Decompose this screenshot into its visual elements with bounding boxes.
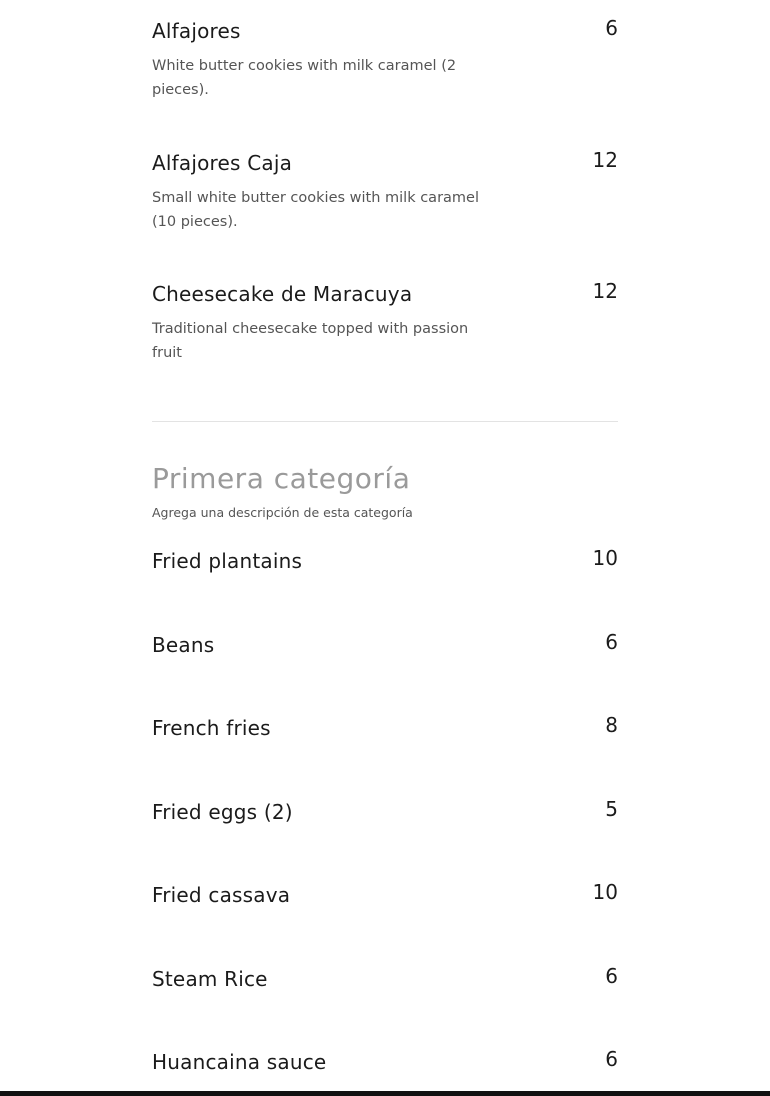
menu-item-price: 10 — [592, 880, 618, 904]
menu-item-price: 12 — [592, 279, 618, 303]
menu-item-price: 6 — [605, 964, 618, 988]
menu-item-price: 6 — [605, 630, 618, 654]
menu-item-name: Fried cassava — [152, 883, 291, 907]
menu-item-name: Alfajores Caja — [152, 151, 293, 175]
menu-item[interactable] — [152, 18, 618, 102]
bottom-border — [0, 1091, 770, 1096]
menu-item-description: Small white butter cookies with milk caramel (10 pieces). — [152, 190, 479, 230]
menu-item-name: Huancaina sauce — [152, 1050, 327, 1074]
menu-item-name: Cheesecake de Maracuya — [152, 282, 413, 306]
menu-item[interactable] — [152, 799, 618, 825]
menu-item[interactable] — [152, 882, 618, 908]
menu-item-name: French fries — [152, 716, 271, 740]
menu-item[interactable] — [152, 715, 618, 741]
menu-item-name: Beans — [152, 633, 215, 657]
menu-item-description: Traditional cheesecake topped with passion fruit — [152, 321, 469, 361]
category-title: Primera categoría — [152, 462, 411, 495]
menu-item-price: 10 — [592, 546, 618, 570]
menu-item[interactable] — [152, 632, 618, 658]
menu-item-price: 6 — [605, 1047, 618, 1071]
menu-item[interactable] — [152, 1049, 618, 1075]
menu-item-name: Steam Rice — [152, 967, 268, 991]
menu-item[interactable] — [152, 281, 618, 365]
menu-item-price: 8 — [605, 713, 618, 737]
category-description: Agrega una descripción de esta categoría — [152, 505, 413, 520]
menu-item[interactable] — [152, 966, 618, 992]
menu-item-price: 5 — [605, 797, 618, 821]
menu-item-name: Alfajores — [152, 19, 241, 43]
menu-item-name: Fried plantains — [152, 549, 303, 573]
menu-item[interactable] — [152, 150, 618, 234]
menu-item-price: 12 — [592, 148, 618, 172]
menu-item-name: Fried eggs (2) — [152, 800, 293, 824]
section-divider — [152, 421, 618, 422]
menu-item-price: 6 — [605, 16, 618, 40]
menu-item-description: White butter cookies with milk caramel (2 pieces). — [152, 58, 457, 98]
menu-item[interactable] — [152, 548, 618, 574]
